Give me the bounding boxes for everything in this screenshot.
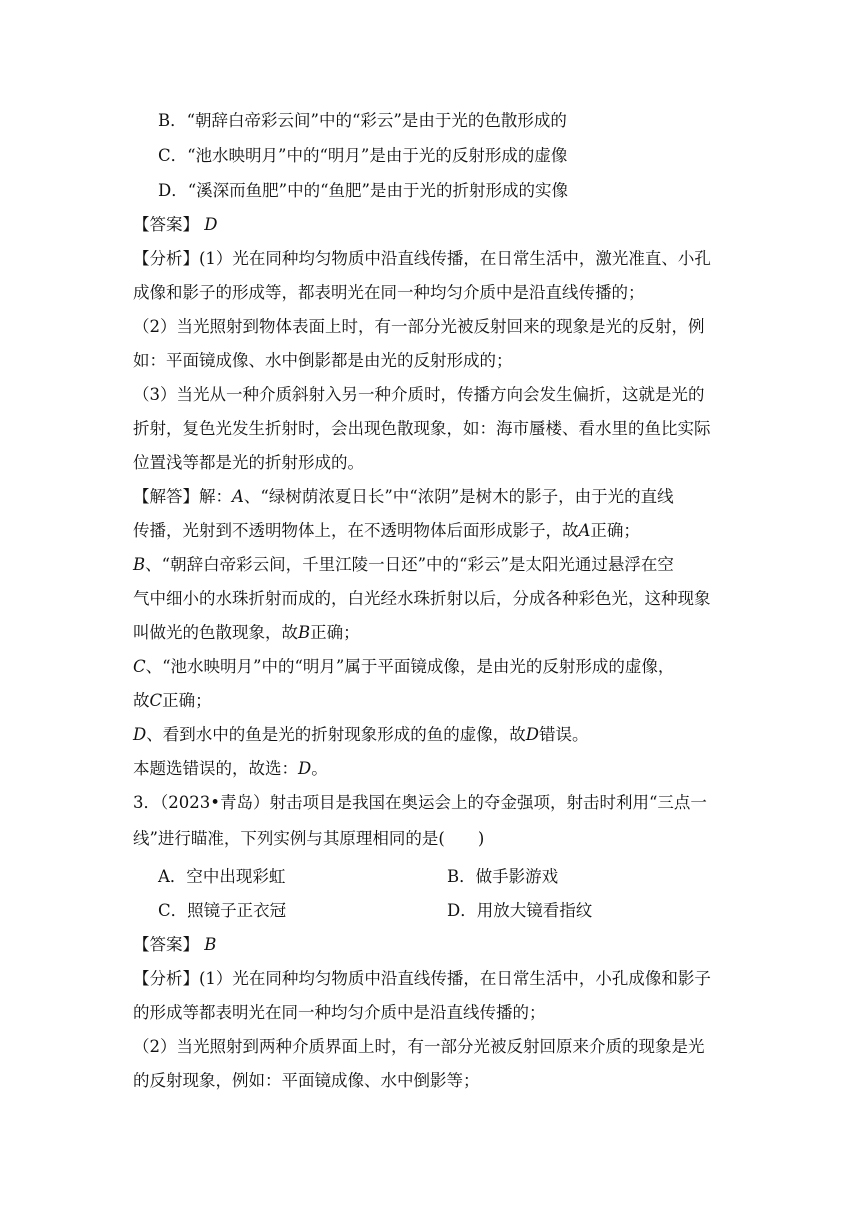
solution-text: 错误。 [538,725,589,744]
solution-text: 叫做光的色散现象，故 [133,623,298,642]
q2-solution-line [133,622,733,644]
q2-option-b: B．“朝辞白帝彩云间”中的“彩云”是由于光的色散形成的 [158,111,567,130]
option-letter: A [232,487,244,506]
answer-label: 【答案】 [133,215,199,234]
solution-text: 、“池水映明月”中的“明月”属于平面镜成像，是由光的反射形成的虚像， [145,657,675,676]
solution-text: 、“朝辞白帝彩云间，千里江陵一日还”中的“彩云”是太阳光通过悬浮在空 [145,555,674,574]
q2-solution-line [133,520,733,542]
q2-analysis-line: 【分析】(1）光在同种均匀物质中沿直线传播，在日常生活中，激光准直、小孔 [133,249,711,268]
option-letter: B [298,623,311,642]
q2-solution-line [133,486,733,508]
q3-option-a: A．空中出现彩虹 [158,867,286,886]
solution-text: 。 [311,759,328,778]
answer-label: 【答案】 [133,935,199,954]
option-letter: C [133,657,146,676]
q3-answer [133,934,733,956]
q3-analysis-line: 的反射现象，例如：平面镜成像、水中倒影等； [133,1071,480,1090]
option-letter: B [133,555,146,574]
solution-text: 正确； [310,623,360,642]
q2-analysis-line: （2）当光照射到物体表面上时，有一部分光被反射回来的现象是光的反射，例 [133,317,705,336]
solution-text: 、看到水中的鱼是光的折射现象形成的鱼的虚像，故 [146,725,526,744]
q2-option-c: C．“池水映明月”中的“明月”是由于光的反射形成的虚像 [158,146,568,165]
q2-answer [133,214,733,236]
solution-label: 【解答】解： [133,487,232,506]
solution-text: 故 [133,691,150,710]
q3-stem-line: 3．（2023•青岛）射击项目是我国在奥运会上的夺金强项，射击时利用“三点一 [133,793,707,812]
option-letter: D [298,759,312,778]
answer-value: B [204,935,217,954]
q2-solution-line [133,724,733,746]
q2-analysis-line: 如：平面镜成像、水中倒影都是由光的反射形成的； [133,351,513,370]
q2-solution-line [133,656,733,678]
solution-text: 正确； [590,521,640,540]
q2-analysis-line: 位置浅等都是光的折射形成的。 [133,453,364,472]
q2-solution-line [133,690,733,712]
q3-analysis-line: （2）当光照射到两种介质界面上时，有一部分光被反射回原来介质的现象是光 [133,1037,705,1056]
q2-option-d: D．“溪深而鱼肥”中的“鱼肥”是由于光的折射形成的实像 [158,181,568,200]
solution-text: 传播，光射到不透明物体上，在不透明物体后面形成影子，故 [133,521,579,540]
solution-text: 、“绿树荫浓夏日长”中“浓阴”是树木的影子，由于光的直线 [243,487,674,506]
option-letter: C [149,691,163,710]
q3-analysis-line: 的形成等都表明光在同一种均匀介质中是沿直线传播的； [133,1003,546,1022]
q3-option-d: D．用放大镜看指纹 [447,901,593,920]
q2-solution-final [133,758,733,780]
option-letter: D [525,725,539,744]
q2-analysis-line: 成像和影子的形成等，都表明光在同一种均匀介质中是沿直线传播的； [133,283,645,302]
q3-stem-line: 线”进行瞄准，下列实例与其原理相同的是( ) [133,829,485,848]
option-letter: A [578,521,591,540]
q2-analysis-line: （3）当光从一种介质斜射入另一种介质时，传播方向会发生偏折，这就是光的 [133,385,705,404]
answer-value: D [204,215,218,234]
q3-option-b: B．做手影游戏 [447,867,559,886]
q2-solution-line: 气中细小的水珠折射而成的，白光经水珠折射以后，分成各种彩色光，这种现象 [133,589,711,608]
q3-option-c: C．照镜子正衣冠 [158,901,287,920]
q3-analysis-line: 【分析】(1）光在同种均匀物质中沿直线传播，在日常生活中，小孔成像和影子 [133,969,711,988]
q2-solution-line [133,554,733,576]
q2-analysis-line: 折射，复色光发生折射时，会出现色散现象，如：海市蜃楼、看水里的鱼比实际 [133,419,711,438]
solution-text: 正确； [162,691,212,710]
option-letter: D [133,725,147,744]
solution-text: 本题选错误的，故选： [133,759,298,778]
